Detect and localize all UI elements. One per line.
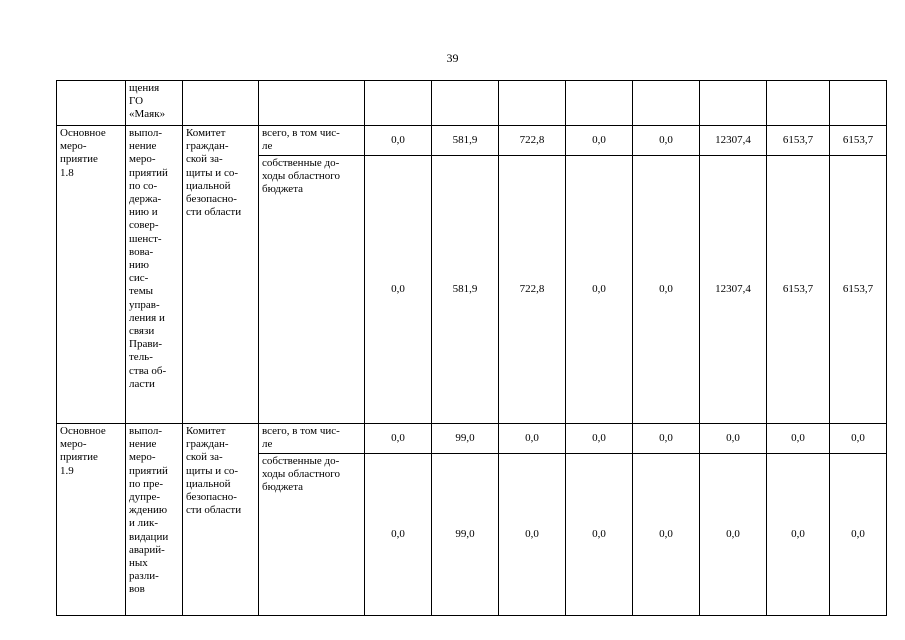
description-cell: выпол- нение меро- приятий по пре- дупре- ждению и лик- видации аварий- ных разли- вов: [126, 424, 183, 616]
source-cell: всего, в том чис- ле: [259, 424, 365, 454]
value-cell: 6153,7: [767, 156, 830, 424]
event-cell: Основное меро- приятие 1.8: [57, 126, 126, 424]
table-cell: [259, 81, 365, 126]
value-cell: 0,0: [633, 454, 700, 616]
value-cell: 99,0: [432, 454, 499, 616]
value-cell: 0,0: [365, 454, 432, 616]
source-cell: собственные до- ходы областного бюджета: [259, 454, 365, 616]
table-cell: [365, 81, 432, 126]
value-cell: 0,0: [830, 424, 887, 454]
value-cell: 722,8: [499, 126, 566, 156]
table-cell: [767, 81, 830, 126]
value-cell: 0,0: [365, 424, 432, 454]
value-cell: 6153,7: [767, 126, 830, 156]
event-cell: Основное меро- приятие 1.9: [57, 424, 126, 616]
table-cell: [432, 81, 499, 126]
value-cell: 6153,7: [830, 156, 887, 424]
value-cell: 0,0: [830, 454, 887, 616]
value-cell: 99,0: [432, 424, 499, 454]
table-cell: [499, 81, 566, 126]
value-cell: 0,0: [566, 126, 633, 156]
table-cell: [700, 81, 767, 126]
value-cell: 0,0: [700, 454, 767, 616]
table-cell: [633, 81, 700, 126]
value-cell: 0,0: [633, 156, 700, 424]
value-cell: 0,0: [566, 424, 633, 454]
source-cell: всего, в том чис- ле: [259, 126, 365, 156]
value-cell: 12307,4: [700, 126, 767, 156]
budget-table: [56, 80, 887, 616]
value-cell: 0,0: [499, 424, 566, 454]
value-cell: 0,0: [365, 126, 432, 156]
table-cell: [830, 81, 887, 126]
table-row-continuation: [57, 81, 887, 126]
table-cell: [183, 81, 259, 126]
value-cell: 0,0: [767, 454, 830, 616]
value-cell: 0,0: [700, 424, 767, 454]
value-cell: 0,0: [566, 454, 633, 616]
value-cell: 0,0: [633, 424, 700, 454]
value-cell: 581,9: [432, 156, 499, 424]
value-cell: 722,8: [499, 156, 566, 424]
value-cell: 0,0: [566, 156, 633, 424]
page-number: 39: [446, 51, 459, 65]
table-cell: [566, 81, 633, 126]
value-cell: 6153,7: [830, 126, 887, 156]
table-row: [57, 126, 887, 156]
continuation-text: щения ГО «Маяк»: [126, 81, 183, 126]
table-cell: [57, 81, 126, 126]
value-cell: 0,0: [767, 424, 830, 454]
value-cell: 581,9: [432, 126, 499, 156]
value-cell: 0,0: [365, 156, 432, 424]
value-cell: 0,0: [499, 454, 566, 616]
source-cell: собственные до- ходы областного бюджета: [259, 156, 365, 424]
description-cell: выпол- нение меро- приятий по со- держа- нию и совер- шенст- вова- нию сис- темы управ- ления и связи Прави- тель- ства об- ласти: [126, 126, 183, 424]
value-cell: 0,0: [633, 126, 700, 156]
table-row: [57, 424, 887, 454]
executor-cell: Комитет граждан- ской за- щиты и со- циальной безопасно- сти области: [183, 424, 259, 616]
value-cell: 12307,4: [700, 156, 767, 424]
executor-cell: Комитет граждан- ской за- щиты и со- циальной безопасно- сти области: [183, 126, 259, 424]
